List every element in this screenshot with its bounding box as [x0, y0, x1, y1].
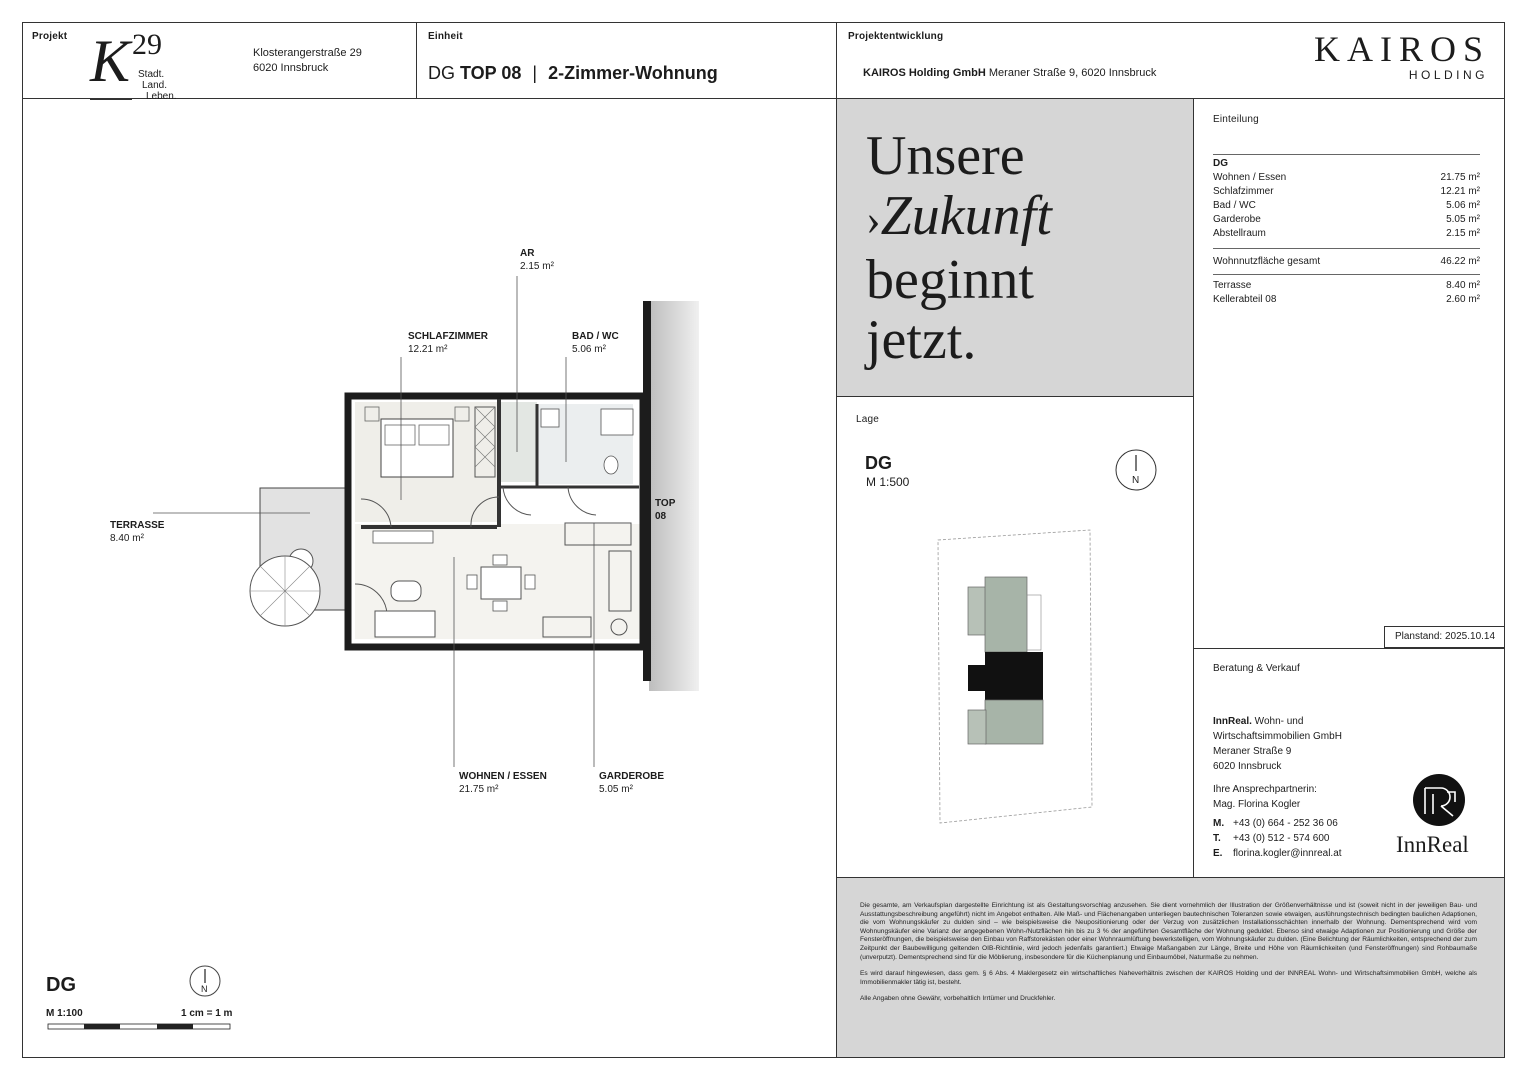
slogan-chevron-icon: › — [866, 195, 881, 244]
toilet — [604, 456, 618, 474]
einteilung-row — [1213, 213, 1480, 227]
dining-table — [481, 567, 521, 599]
beratung-street: Meraner Straße 9 — [1213, 746, 1292, 757]
einteilung-extra — [1213, 279, 1480, 307]
kairos-logo — [1300, 30, 1490, 82]
lage-north-arrow-icon — [1112, 446, 1160, 494]
projektentwicklung-label: Projektentwicklung — [848, 31, 944, 42]
projekt-label: Projekt — [32, 31, 68, 42]
slogan-line-1: Unsere — [866, 125, 1025, 187]
unit-type: 2-Zimmer-Wohnung — [548, 63, 718, 83]
einteilung-top-rule — [1213, 154, 1480, 155]
beratung-company-rest: Wohn- und — [1251, 716, 1304, 727]
slogan-line-2-wrap — [866, 186, 1052, 250]
chair-2 — [525, 575, 535, 589]
right-col-divider — [1193, 98, 1194, 877]
beratung-phones — [1213, 816, 1342, 861]
einteilung-row-value: 21.75 m² — [1440, 172, 1480, 183]
einteilung-table — [1213, 157, 1480, 241]
einteilung-bottom-rule — [1213, 274, 1480, 275]
einteilung-row-value: 5.06 m² — [1446, 200, 1480, 211]
developer-name: KAIROS Holding GmbH — [863, 67, 986, 79]
einteilung-extra-value: 8.40 m² — [1446, 280, 1480, 291]
einteilung-extra-row — [1213, 279, 1480, 293]
einteilung-row-value: 12.21 m² — [1440, 186, 1480, 197]
adjacent-building — [649, 301, 699, 691]
email-label: E. — [1213, 848, 1223, 859]
chair-1 — [467, 575, 477, 589]
einteilung-extra-name: Kellerabteil 08 — [1213, 294, 1277, 305]
room-area-garderobe: 5.05 m² — [599, 784, 633, 795]
unit-entry-top: TOP — [655, 498, 676, 509]
room-area-wohnen: 21.75 m² — [459, 784, 499, 795]
email-value[interactable]: florina.kogler@innreal.at — [1233, 848, 1342, 859]
lage-level: DG — [865, 453, 892, 473]
room-label-garderobe — [599, 770, 664, 796]
phone-m-label: M. — [1213, 818, 1225, 829]
einteilung-mid-rule — [1213, 248, 1480, 249]
washbasin — [541, 409, 559, 427]
floorplan-scale-note: 1 cm = 1 m — [181, 1008, 233, 1019]
einteilung-row-name: Bad / WC — [1213, 200, 1256, 211]
unit-title — [428, 62, 718, 84]
slogan-line-2: Zukunft — [880, 185, 1052, 247]
beratung-company-bold: InnReal. — [1213, 716, 1252, 727]
beratung-contact-name: Mag. Florina Kogler — [1213, 799, 1301, 810]
einteilung-row-value: 5.05 m² — [1446, 214, 1480, 225]
developer-info — [863, 66, 1156, 81]
unit-top: TOP 08 — [460, 63, 522, 83]
coffee-table — [391, 581, 421, 601]
door-bath — [568, 487, 596, 515]
beratung-company-line2: Wirtschaftsimmobilien GmbH — [1213, 731, 1342, 742]
unit-entry-num: 08 — [655, 511, 667, 522]
room-name-garderobe: GARDEROBE — [599, 771, 665, 782]
floorplan-drawing — [23, 99, 836, 1057]
einteilung-row — [1213, 185, 1480, 199]
einteilung-total — [1213, 255, 1480, 269]
door-storage — [503, 487, 531, 515]
sofa — [375, 611, 435, 637]
einteilung-row — [1213, 227, 1480, 241]
floorplan-scale: M 1:100 — [46, 1008, 83, 1019]
room-area-bad: 5.06 m² — [572, 344, 606, 355]
developer-address: Meraner Straße 9, 6020 Innsbruck — [988, 67, 1157, 79]
lage-scale: M 1:500 — [866, 475, 910, 489]
room-name-wohnen: WOHNEN / ESSEN — [459, 771, 547, 782]
einteilung-row-name: Wohnen / Essen — [1213, 172, 1287, 183]
scale-bar — [48, 1024, 230, 1029]
storage-floor — [501, 402, 537, 482]
bed — [381, 419, 453, 477]
slogan-line-4: jetzt. — [866, 309, 977, 371]
einteilung-row-name: Schlafzimmer — [1213, 186, 1274, 197]
phone-t-value[interactable]: +43 (0) 512 - 574 600 — [1233, 833, 1330, 844]
einteilung-row-name: Abstellraum — [1213, 228, 1266, 239]
room-label-ar — [520, 247, 554, 273]
k29-logo — [90, 28, 190, 100]
disclaimer-p1: Die gesamte, am Verkaufsplan dargestellte Einrichtung ist als Gestaltungsvorschlag anzusehen. Sie dient vornehmlich der Illustration der Größenverhältnisse und ist (soweit nicht in der jeweiligen Bau- und Ausstattungsbeschreibung angeführt) nicht im Angebot enthalten. Alle Maß- und Flächenangaben unterliegen bautechnischen Toleranzen sowie etwaigen, ausführungstechnisch bedingten baulichen Adaptionen, die vom Wohnungskäufer zu dulden sind – wie beispielsweise die Neupositionierung oder der Verzug von zusätzlichen Installationsschächten innerhalb der Wohnung. Dementsprechend wird vom Wohnungskäufer eine Varianz der angegebenen Wohn-/Nutzflächen hin bis zu 3 % der angeführten Gesamtfläche der Wohnung geduldet. Ebenso sind etwaige Adaptionen zur Positionierung und Größe der Fensteröffnungen, die beispielsweise den Einbau von Raffstorekästen oder einer Wohnraumlüftung bewerkstelligen, vom Wohnungskäufer zu dulden. (Eine Belichtung der Räumlichkeiten, entsprechend der zum Zeitpunkt der Baubewilligung geltenden OIB-Richtlinie, wird jedoch jedenfalls garantiert.) Etwaige Maßangaben zur Länge, Breite und Höhe von Räumlichkeiten (und Fensteröffnungen) sind Rohbaumaße (unverputzt). Dementsprechend sind für die Möblierung, insbesondere für die Küchenplanung und Einbaumöbel, Naturmaße zu nehmen. — [860, 902, 1477, 961]
einheit-label: Einheit — [428, 31, 463, 42]
unit-entry-label — [655, 497, 675, 523]
disclaimer-p3: Alle Angaben ohne Gewähr, vorbehaltlich Irrtümer und Druckfehler. — [860, 995, 1056, 1003]
scale-bar-seg-2 — [157, 1024, 193, 1029]
lage-north-letter: N — [1132, 475, 1140, 486]
einteilung-row — [1213, 171, 1480, 185]
room-label-terrasse — [110, 519, 164, 545]
phone-m-value[interactable]: +43 (0) 664 - 252 36 06 — [1233, 818, 1338, 829]
floorplan-level: DG — [46, 974, 76, 996]
beratung-contact-label: Ihre Ansprechpartnerin: — [1213, 784, 1317, 795]
room-label-schlafzimmer — [408, 330, 488, 356]
k29-tag-2: Land. — [142, 80, 168, 91]
kairos-logo-sub: HOLDING — [1408, 68, 1488, 82]
room-area-terrasse: 8.40 m² — [110, 533, 144, 544]
room-name-terrasse: TERRASSE — [110, 520, 165, 531]
floorplan-north-letter: N — [201, 984, 208, 994]
k29-logo-number: 29 — [132, 28, 162, 61]
einteilung-row — [1213, 199, 1480, 213]
sideboard — [373, 531, 433, 543]
k29-logo-letter: K — [90, 28, 131, 94]
header-col-divider-1 — [416, 22, 417, 98]
chair-3 — [493, 555, 507, 565]
k29-tag-1: Stadt. — [138, 69, 165, 80]
einteilung-label: Einteilung — [1213, 114, 1259, 125]
room-name-schlafzimmer: SCHLAFZIMMER — [408, 331, 488, 342]
room-label-bad — [572, 330, 619, 356]
chair-4 — [493, 601, 507, 611]
beratung-contact — [1213, 782, 1317, 812]
room-name-bad: BAD / WC — [572, 331, 619, 342]
innreal-logo-icon — [1411, 772, 1467, 828]
room-label-wohnen — [459, 770, 547, 796]
shower — [601, 409, 633, 435]
lage-divider — [836, 396, 1193, 397]
k29-tag-3: Leben. — [146, 91, 177, 102]
beratung-company — [1213, 714, 1342, 774]
einteilung-total-value: 46.22 m² — [1440, 256, 1480, 267]
room-name-ar: AR — [520, 248, 535, 259]
disclaimer-p2: Es wird darauf hingewiesen, dass gem. § 6 Abs. 4 Maklergesetz ein wirtschaftliches Naheverhältnis zwischen der KAIROS Holding und der INNREAL Wohn- und Wirtschaftsimmobilien GmbH, welche als Immobilienmakler tätig ist, besteht. — [860, 970, 1477, 986]
einteilung-extra-value: 2.60 m² — [1446, 294, 1480, 305]
site-plan — [930, 525, 1100, 830]
einteilung-level: DG — [1213, 158, 1228, 169]
innreal-logo-text: InnReal — [1396, 832, 1469, 857]
einteilung-total-name: Wohnnutzfläche gesamt — [1213, 256, 1321, 267]
planstand-badge: Planstand: 2025.10.14 — [1384, 626, 1505, 648]
beratung-label: Beratung & Verkauf — [1213, 663, 1300, 674]
project-address-1: Klosterangerstraße 29 — [253, 47, 362, 59]
parasol-ribs — [250, 556, 320, 626]
phone-t-label: T. — [1213, 833, 1221, 844]
slogan-line-3: beginnt — [866, 249, 1034, 311]
beratung-divider — [1193, 648, 1505, 649]
einteilung-extra-row — [1213, 293, 1480, 307]
room-area-schlafzimmer: 12.21 m² — [408, 344, 448, 355]
scale-bar-seg-1 — [84, 1024, 120, 1029]
room-area-ar: 2.15 m² — [520, 261, 554, 272]
beratung-city: 6020 Innsbruck — [1213, 761, 1282, 772]
einteilung-row-name: Garderobe — [1213, 214, 1261, 225]
einteilung-extra-name: Terrasse — [1213, 280, 1252, 291]
lage-label: Lage — [856, 414, 880, 425]
kairos-logo-main: KAIROS — [1313, 29, 1490, 69]
unit-level: DG — [428, 63, 455, 83]
project-address-2: 6020 Innsbruck — [253, 62, 329, 74]
slogan — [866, 126, 1052, 370]
einteilung-row-value: 2.15 m² — [1446, 228, 1480, 239]
disclaimer-text — [860, 902, 1477, 1004]
unit-separator: | — [532, 63, 538, 83]
